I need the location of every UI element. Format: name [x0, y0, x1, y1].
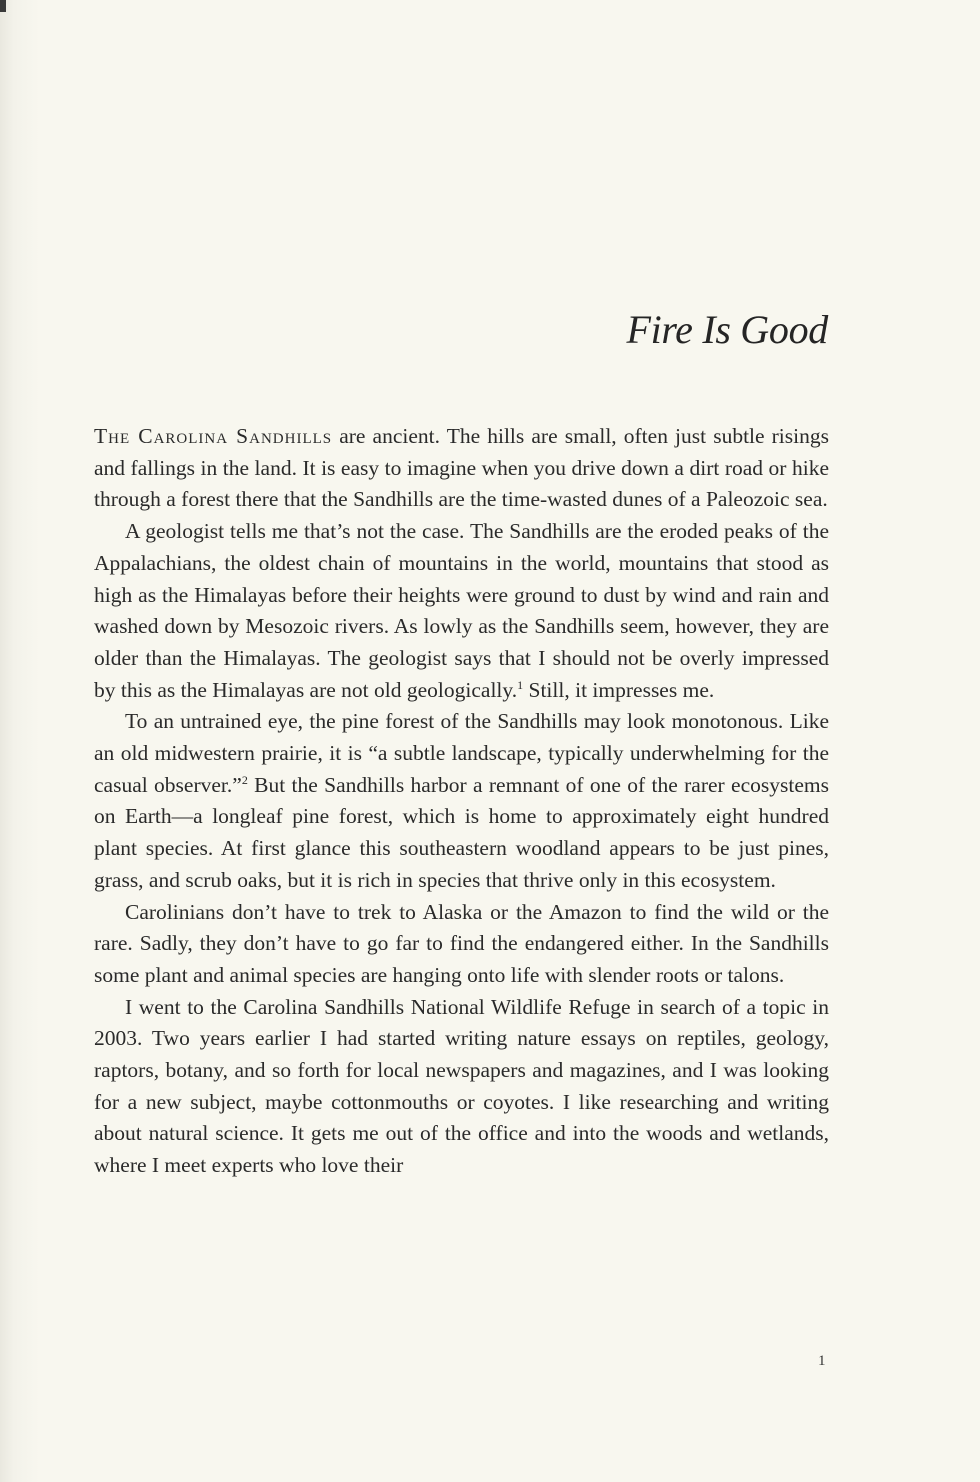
- chapter-body: [94, 421, 829, 1182]
- paragraph-text: I went to the Carolina Sandhills National Wildlife Refuge in search of a topic in 2003. Two years earlier I had started writing nature essays on reptiles, geology, raptors, botany, and so forth for local newspapers and magazines, and I was looking for a new subject, maybe cottonmouths or coyotes. I like researching and writing about natural science. It gets me out of the office and into the woods and wetlands, where I meet experts who love their: [94, 994, 829, 1178]
- footnote-ref-2[interactable]: 2: [241, 772, 248, 787]
- paragraph-text: Still, it impresses me.: [523, 677, 715, 702]
- paragraph-1: [94, 421, 829, 516]
- paragraph-text: But the Sandhills harbor a remnant of one of the rarer ecosystems on Earth—a longleaf pine forest, which is home to approximately eight hundred plant species. At first glance this southeastern woodland appears to be just pines, grass, and scrub oaks, but it is rich in species that thrive only in this ecosystem.: [94, 772, 829, 892]
- paragraph-lead-in: The Carolina Sandhills: [94, 424, 333, 448]
- chapter-title: Fire Is Good: [626, 307, 828, 352]
- paragraph-text: To an untrained eye, the pine forest of the Sandhills may look monotonous. Like an old midwestern prairie, it is “a subtle landscape, typically underwhelming for the casual observer.”: [94, 709, 829, 797]
- page-number: 1: [818, 1353, 826, 1369]
- footnote-ref-1[interactable]: 1: [517, 677, 524, 692]
- paragraph-5: [94, 992, 829, 1182]
- binding-edge-mark: [0, 0, 6, 12]
- paragraph-3: [94, 706, 829, 896]
- paragraph-4: [94, 897, 829, 992]
- paragraph-text: Carolinians don’t have to trek to Alaska or the Amazon to find the wild or the rare. Sadly, they don’t have to go far to find the endangered either. In the Sandhills some plant and animal species are hanging onto life with slender roots or talons.: [94, 899, 829, 987]
- paragraph-text: are ancient. The hills are small, often just subtle risings and fallings in the land. It is easy to imagine when you drive down a dirt road or hike through a forest there that the Sandhills are the time-wasted dunes of a Paleozoic sea.: [94, 424, 829, 512]
- paragraph-2: [94, 516, 829, 706]
- paragraph-text: A geologist tells me that’s not the case. The Sandhills are the eroded peaks of the Appalachians, the oldest chain of mountains in the world, mountains that stood as high as the Himalayas before their heights were ground to dust by wind and rain and washed down by Mesozoic rivers. As lowly as the Sandhills seem, however, they are older than the Himalayas. The geologist says that I should not be overly impressed by this as the Himalayas are not old geologically.: [94, 519, 829, 702]
